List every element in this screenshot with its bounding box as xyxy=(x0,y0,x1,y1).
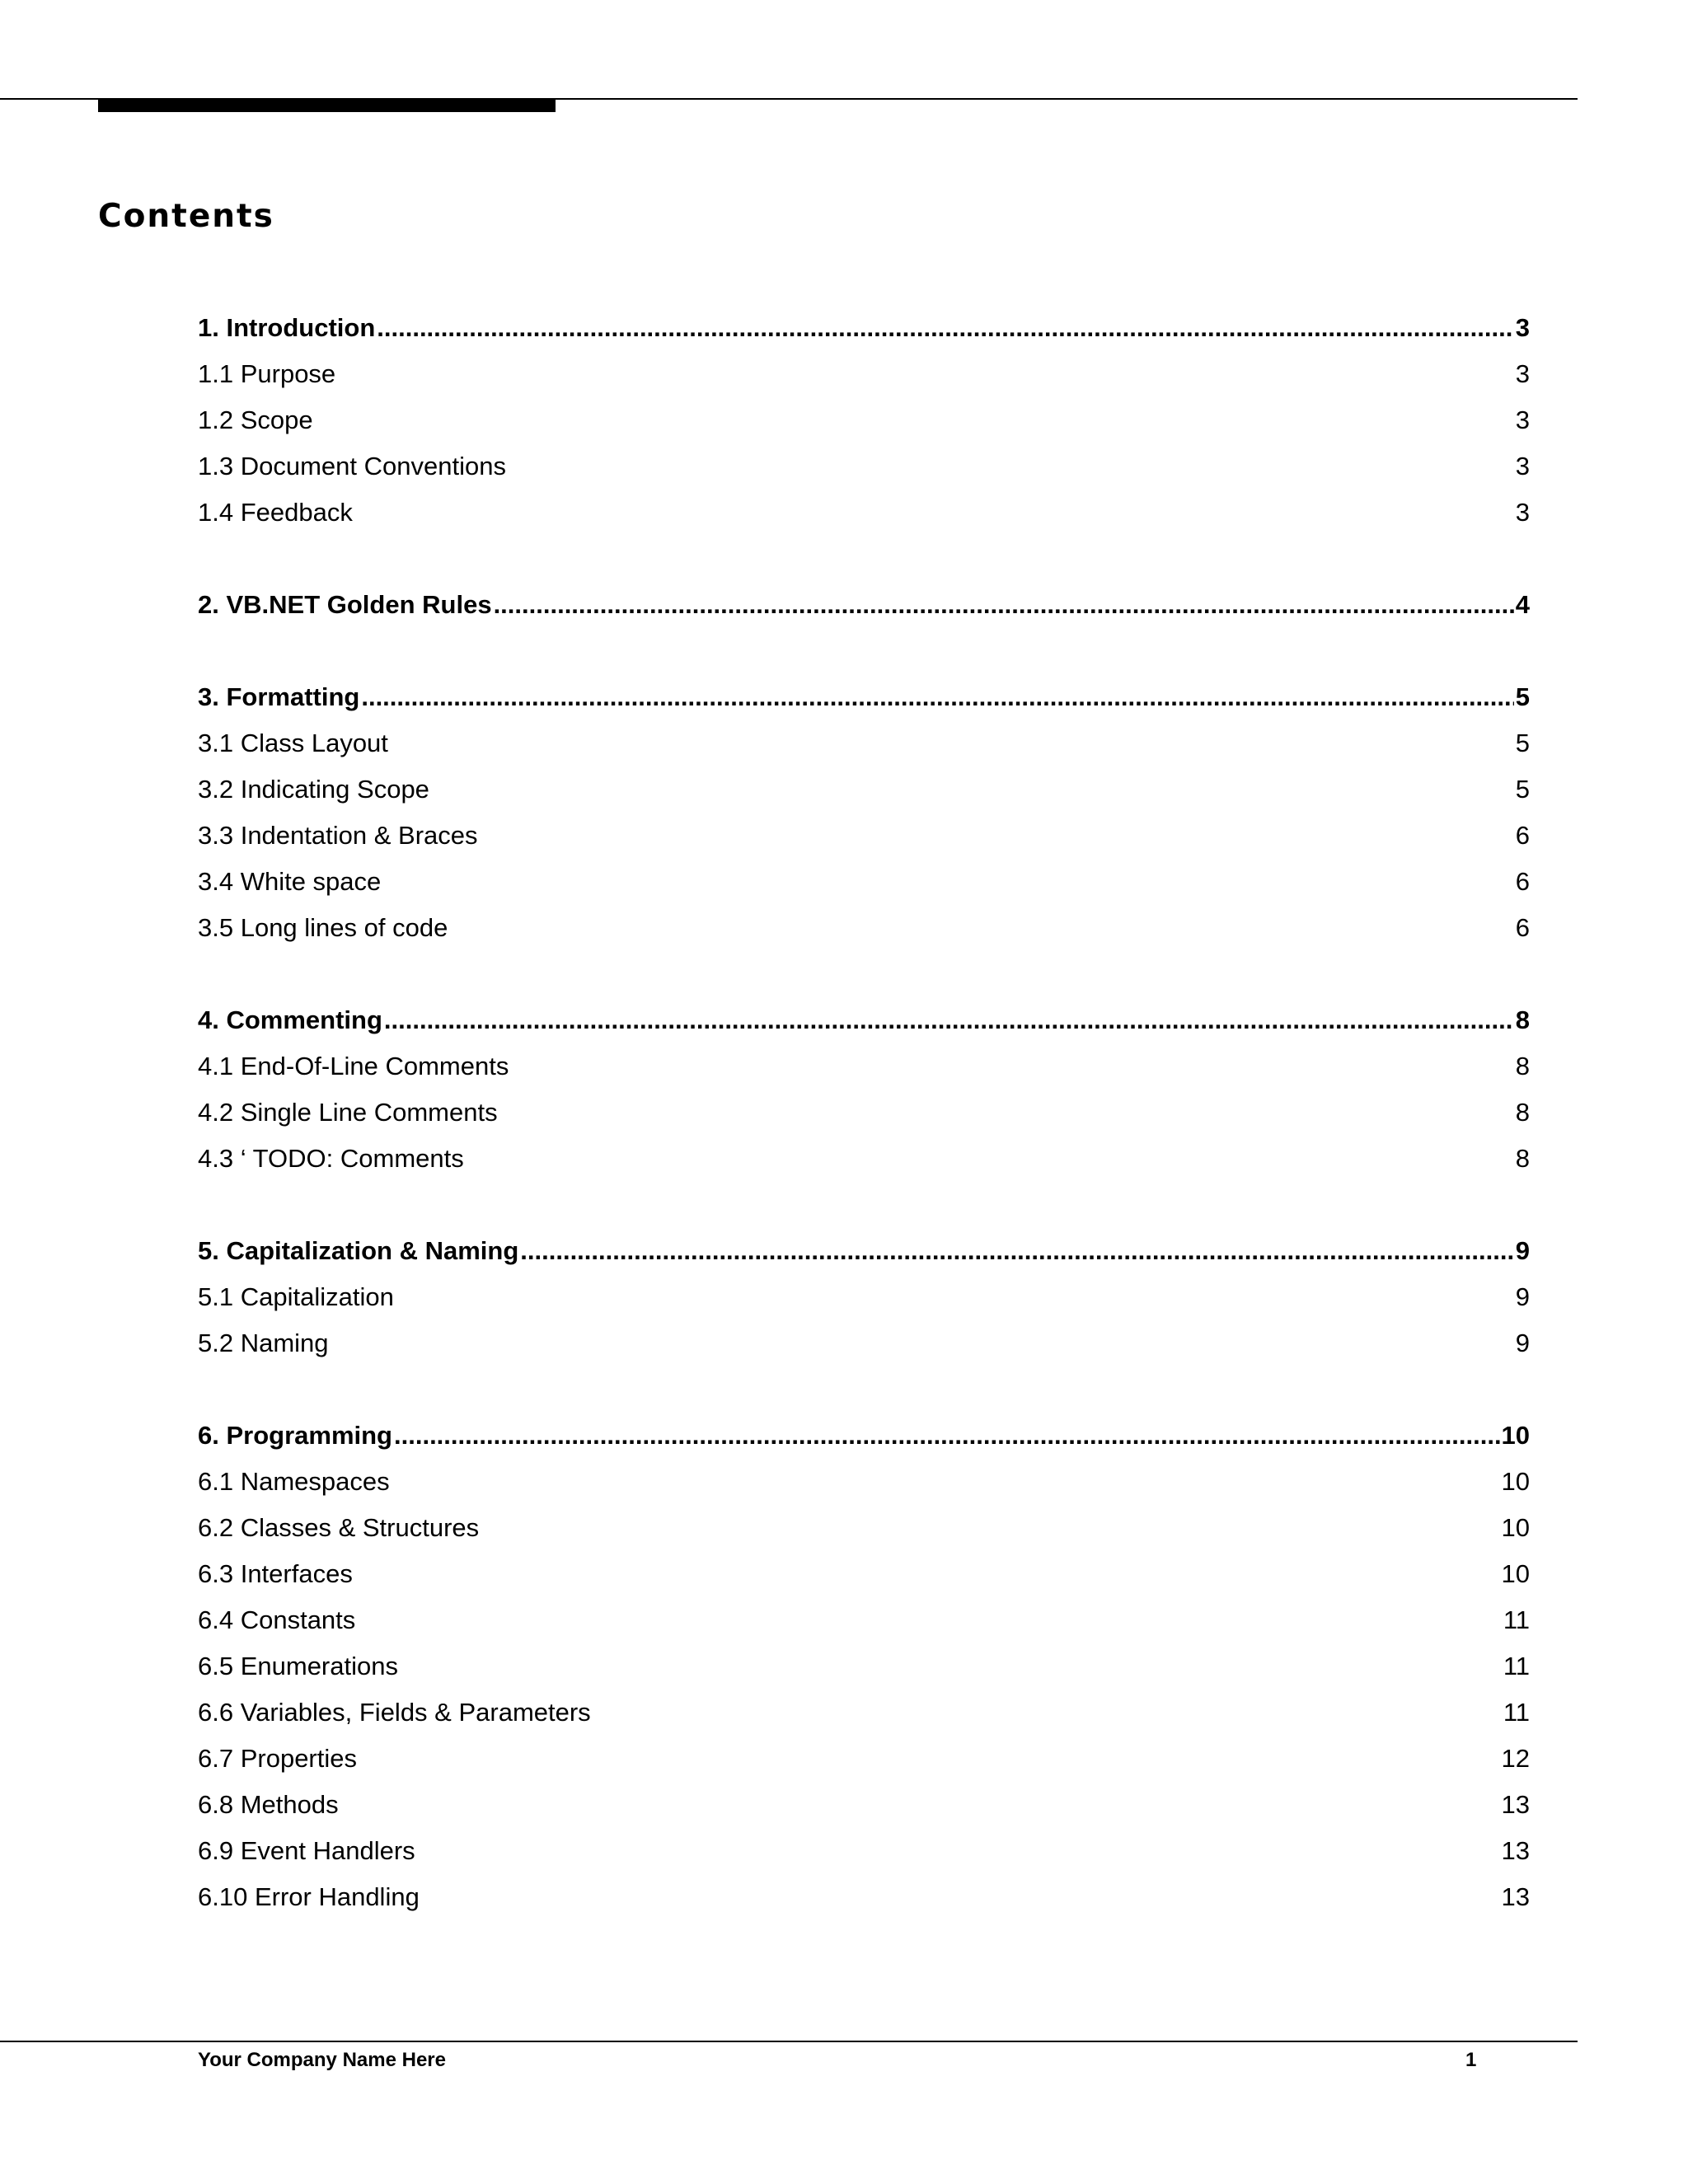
toc-subentry-title: 5.1 Capitalization xyxy=(198,1282,394,1311)
toc-subentry-page: 13 xyxy=(1501,1836,1530,1865)
toc-entry-page: 5 xyxy=(1515,682,1530,711)
toc-subentry-title: 3.4 White space xyxy=(198,867,382,896)
toc-entry-sub[interactable] xyxy=(198,720,1530,766)
footer-page-number: 1 xyxy=(1465,2049,1477,2071)
toc-entry-sub[interactable] xyxy=(198,1136,1530,1182)
toc-entry-main[interactable] xyxy=(198,305,1530,351)
toc-subentry-title: 4.1 End-Of-Line Comments xyxy=(198,1052,509,1080)
toc-entry-sub[interactable] xyxy=(198,1043,1530,1090)
toc-entry-sub[interactable] xyxy=(198,813,1530,859)
toc-entry-sub[interactable] xyxy=(198,1459,1530,1505)
toc-section xyxy=(198,1228,1530,1366)
toc-subentry-title: 6.5 Enumerations xyxy=(198,1652,398,1680)
toc-subentry-page: 6 xyxy=(1515,913,1530,942)
toc-entry-sub[interactable] xyxy=(198,1505,1530,1551)
toc-subentry-title: 1.4 Feedback xyxy=(198,498,353,527)
toc-subentry-page: 12 xyxy=(1501,1744,1530,1773)
toc-subentry-page: 8 xyxy=(1515,1052,1530,1080)
toc-entry-sub[interactable] xyxy=(198,1551,1530,1597)
toc-subentry-page: 10 xyxy=(1501,1513,1530,1542)
toc-subentry-page: 3 xyxy=(1515,359,1530,388)
toc-entry-sub[interactable] xyxy=(198,905,1530,951)
toc-entry-page: 9 xyxy=(1515,1236,1530,1265)
toc-entry-title: 4. Commenting xyxy=(198,1005,382,1034)
toc-subentry-title: 1.1 Purpose xyxy=(198,359,336,388)
toc-entry-sub[interactable] xyxy=(198,1597,1530,1643)
toc-subentry-title: 3.5 Long lines of code xyxy=(198,913,448,942)
toc-subentry-page: 10 xyxy=(1501,1467,1530,1496)
toc-entry-sub[interactable] xyxy=(198,490,1530,536)
toc-subentry-title: 6.3 Interfaces xyxy=(198,1559,353,1588)
toc-subentry-title: 6.8 Methods xyxy=(198,1790,339,1819)
toc-subentry-page: 11 xyxy=(1503,1698,1530,1727)
toc-section xyxy=(198,305,1530,536)
toc-subentry-title: 1.2 Scope xyxy=(198,405,313,434)
toc-subentry-page: 11 xyxy=(1503,1652,1530,1680)
toc-subentry-page: 5 xyxy=(1515,729,1530,757)
toc-leader-dots xyxy=(361,674,1513,720)
toc-subentry-page: 3 xyxy=(1515,498,1530,527)
toc-subentry-page: 8 xyxy=(1515,1098,1530,1127)
toc-subentry-page: 6 xyxy=(1515,821,1530,850)
toc-leader-dots xyxy=(394,1413,1500,1459)
toc-subentry-title: 5.2 Naming xyxy=(198,1329,329,1357)
toc-entry-sub[interactable] xyxy=(198,1874,1530,1920)
toc-leader-dots xyxy=(520,1228,1513,1274)
toc-subentry-title: 6.9 Event Handlers xyxy=(198,1836,415,1865)
toc-subentry-page: 3 xyxy=(1515,452,1530,480)
toc-subentry-page: 8 xyxy=(1515,1144,1530,1173)
toc-subentry-page: 11 xyxy=(1503,1605,1530,1634)
toc-subentry-page: 5 xyxy=(1515,775,1530,804)
toc-subentry-title: 6.7 Properties xyxy=(198,1744,357,1773)
toc-subentry-title: 6.6 Variables, Fields & Parameters xyxy=(198,1698,591,1727)
toc-subentry-title: 6.2 Classes & Structures xyxy=(198,1513,480,1542)
toc-subentry-title: 6.1 Namespaces xyxy=(198,1467,390,1496)
header-bar xyxy=(98,98,556,112)
toc-entry-main[interactable] xyxy=(198,1413,1530,1459)
toc-subentry-title: 6.10 Error Handling xyxy=(198,1882,420,1911)
toc-subentry-title: 3.1 Class Layout xyxy=(198,729,388,757)
toc-entry-main[interactable] xyxy=(198,997,1530,1043)
toc-entry-sub[interactable] xyxy=(198,1690,1530,1736)
toc-entry-sub[interactable] xyxy=(198,859,1530,905)
page-title: Contents xyxy=(98,198,274,235)
toc-subentry-page: 10 xyxy=(1501,1559,1530,1588)
toc-subentry-title: 3.2 Indicating Scope xyxy=(198,775,429,804)
toc-entry-sub[interactable] xyxy=(198,1320,1530,1366)
toc-subentry-title: 4.2 Single Line Comments xyxy=(198,1098,498,1127)
toc-entry-sub[interactable] xyxy=(198,443,1530,490)
toc-entry-sub[interactable] xyxy=(198,766,1530,813)
toc-entry-page: 3 xyxy=(1515,313,1530,342)
toc-entry-sub[interactable] xyxy=(198,1090,1530,1136)
toc-subentry-page: 6 xyxy=(1515,867,1530,896)
toc-subentry-page: 3 xyxy=(1515,405,1530,434)
toc-entry-sub[interactable] xyxy=(198,351,1530,397)
toc-entry-page: 8 xyxy=(1515,1005,1530,1034)
toc-leader-dots xyxy=(377,305,1513,351)
toc-subentry-page: 9 xyxy=(1515,1329,1530,1357)
toc-entry-title: 6. Programming xyxy=(198,1421,392,1450)
toc-subentry-title: 1.3 Document Conventions xyxy=(198,452,506,480)
toc-subentry-title: 6.4 Constants xyxy=(198,1605,356,1634)
toc-entry-sub[interactable] xyxy=(198,1643,1530,1690)
toc-subentry-page: 13 xyxy=(1501,1882,1530,1911)
toc-entry-title: 5. Capitalization & Naming xyxy=(198,1236,519,1265)
toc-entry-sub[interactable] xyxy=(198,1828,1530,1874)
toc-entry-main[interactable] xyxy=(198,674,1530,720)
table-of-contents xyxy=(198,305,1530,1966)
toc-entry-sub[interactable] xyxy=(198,1274,1530,1320)
toc-entry-main[interactable] xyxy=(198,1228,1530,1274)
toc-entry-title: 3. Formatting xyxy=(198,682,360,711)
toc-subentry-page: 13 xyxy=(1501,1790,1530,1819)
toc-section xyxy=(198,674,1530,951)
footer-company-name: Your Company Name Here xyxy=(198,2049,446,2071)
toc-entry-sub[interactable] xyxy=(198,397,1530,443)
toc-subentry-page: 9 xyxy=(1515,1282,1530,1311)
footer-rule xyxy=(0,2041,1578,2042)
toc-entry-page: 4 xyxy=(1515,590,1530,619)
toc-entry-title: 1. Introduction xyxy=(198,313,376,342)
toc-entry-main[interactable] xyxy=(198,582,1530,628)
toc-section xyxy=(198,1413,1530,1920)
toc-leader-dots xyxy=(494,582,1514,628)
toc-entry-title: 2. VB.NET Golden Rules xyxy=(198,590,492,619)
toc-subentry-title: 4.3 ‘ TODO: Comments xyxy=(198,1144,464,1173)
toc-entry-sub[interactable] xyxy=(198,1736,1530,1782)
toc-subentry-title: 3.3 Indentation & Braces xyxy=(198,821,478,850)
toc-section xyxy=(198,997,1530,1182)
toc-section xyxy=(198,582,1530,628)
toc-leader-dots xyxy=(384,997,1514,1043)
toc-entry-sub[interactable] xyxy=(198,1782,1530,1828)
toc-entry-page: 10 xyxy=(1501,1421,1530,1450)
